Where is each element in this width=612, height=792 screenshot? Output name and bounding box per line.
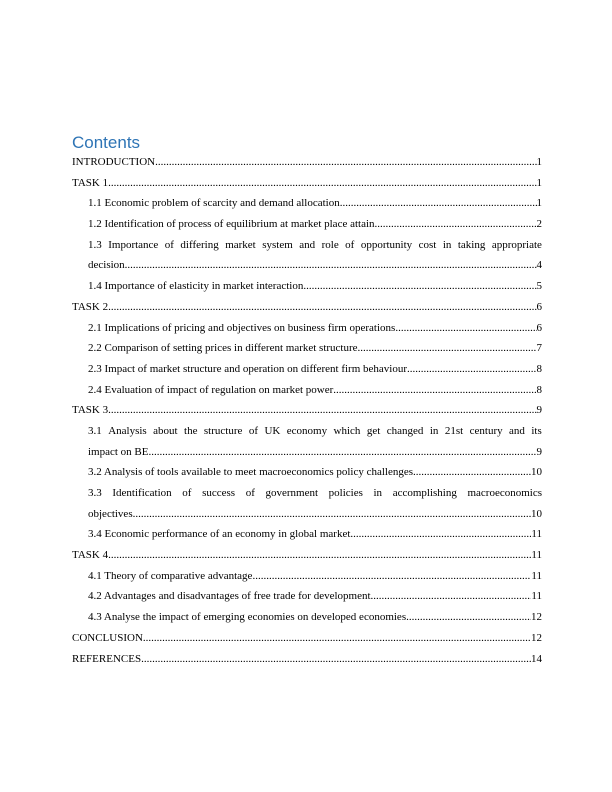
toc-word: 3.1 [88, 424, 102, 437]
toc-entry-4-1[interactable] [72, 566, 542, 587]
toc-entry-1-3-line1[interactable] [72, 235, 542, 256]
toc-entry-label: 2.2 Comparison of setting prices in different market structure [88, 342, 358, 355]
toc-entry-3-1-line1[interactable] [72, 421, 542, 442]
toc-entry-task-2[interactable] [72, 297, 542, 318]
toc-word: opportunity [360, 238, 413, 251]
toc-entry-label: 3.2 Analysis of tools available to meet macroeconomics policy challenges [88, 466, 414, 479]
toc-leader-dots [395, 318, 536, 339]
toc-page-number: 12 [531, 611, 542, 624]
toc-leader-dots [252, 566, 531, 587]
toc-entry-label: TASK 2 [72, 300, 109, 313]
toc-leader-dots [375, 214, 537, 235]
toc-entry-label: TASK 1 [72, 176, 109, 189]
toc-page-number: 11 [531, 569, 542, 582]
toc-entry-2-1[interactable] [72, 318, 542, 339]
toc-page-number: 10 [531, 507, 542, 520]
toc-page-number: 8 [536, 383, 542, 396]
toc-page-number: 11 [531, 528, 542, 541]
toc-word: accomplishing [392, 487, 457, 499]
toc-word: macroeconomics [467, 487, 542, 499]
toc-page-number: 4 [536, 259, 542, 272]
toc-entry-label: 4.1 Theory of comparative advantage [88, 569, 253, 582]
toc-leader-dots [108, 173, 536, 194]
toc-entry-4-3[interactable] [72, 607, 542, 628]
toc-entry-label: decision [88, 259, 125, 272]
toc-word: of [245, 487, 255, 499]
toc-word: which [333, 424, 361, 437]
toc-entry-label: 2.3 Impact of market structure and operation on different firm behaviour [88, 362, 407, 375]
toc-word: appropriate [491, 238, 542, 251]
toc-page-number: 9 [536, 445, 542, 458]
toc-word: get [366, 424, 381, 437]
toc-word: 1.3 [88, 238, 102, 251]
toc-word: the [184, 424, 198, 437]
toc-entry-3-3[interactable] [72, 504, 542, 525]
toc-entry-1-2[interactable] [72, 214, 542, 235]
toc-page-number: 6 [536, 300, 542, 313]
toc-page-number: 14 [531, 652, 542, 665]
toc-leader-dots [358, 338, 537, 359]
toc-word: cost [418, 238, 437, 251]
toc-leader-dots [333, 380, 536, 401]
toc-entry-1-1[interactable] [72, 193, 542, 214]
toc-entry-label: 2.1 Implications of pricing and objectives on business firm operations [88, 321, 396, 334]
toc-word: and [509, 424, 525, 437]
toc-word: changed [386, 424, 424, 437]
toc-word: taking [457, 238, 486, 251]
toc-entry-label: CONCLUSION [72, 631, 143, 644]
toc-leader-dots [350, 524, 531, 545]
table-of-contents [72, 152, 542, 669]
toc-word: and [299, 238, 316, 251]
toc-word: differing [180, 238, 219, 251]
toc-page-number: 10 [531, 466, 542, 479]
toc-leader-dots [108, 545, 531, 566]
toc-entry-references[interactable] [72, 649, 542, 670]
toc-entry-label: 1.4 Importance of elasticity in market interaction [88, 280, 304, 293]
toc-page-number: 12 [531, 631, 542, 644]
toc-word: government [265, 487, 319, 499]
toc-word: of [345, 238, 355, 251]
toc-word: in [429, 424, 439, 437]
toc-word: in [442, 238, 452, 251]
toc-entry-label: 3.4 Economic performance of an economy in global market [88, 528, 351, 541]
toc-leader-dots [108, 400, 536, 421]
toc-word: its [531, 424, 542, 437]
toc-leader-dots [371, 586, 532, 607]
toc-entry-task-4[interactable] [72, 545, 542, 566]
toc-entry-conclusion[interactable] [72, 628, 542, 649]
toc-entry-label: 4.3 Analyse the impact of emerging economies on developed economies [88, 611, 407, 624]
toc-word: century [469, 424, 503, 437]
toc-leader-dots [141, 649, 531, 670]
toc-word: Analysis [108, 424, 147, 437]
toc-word: Importance [108, 238, 159, 251]
toc-word: structure [203, 424, 243, 437]
toc-page-number: 9 [536, 404, 542, 417]
toc-leader-dots [143, 628, 531, 649]
toc-leader-dots [407, 359, 537, 380]
toc-word: system [262, 238, 293, 251]
toc-page-number: 2 [536, 218, 542, 231]
toc-leader-dots [303, 276, 536, 297]
toc-entry-1-3[interactable] [72, 255, 542, 276]
toc-word: economy [286, 424, 328, 437]
toc-leader-dots [149, 442, 537, 463]
toc-entry-4-2[interactable] [72, 586, 542, 607]
toc-page-number: 1 [536, 176, 542, 189]
toc-entry-3-2[interactable] [72, 462, 542, 483]
toc-word: role [321, 238, 339, 251]
toc-entry-2-4[interactable] [72, 380, 542, 401]
toc-word: of [182, 487, 192, 499]
toc-entry-3-4[interactable] [72, 524, 542, 545]
toc-entry-label: 1.1 Economic problem of scarcity and demand allocation [88, 197, 340, 210]
toc-word: UK [264, 424, 281, 437]
toc-leader-dots [155, 152, 536, 173]
toc-entry-label: impact on BE [88, 445, 149, 458]
toc-word: 3.3 [88, 487, 102, 499]
toc-word: of [248, 424, 258, 437]
toc-entry-label: objectives [88, 507, 133, 520]
toc-entry-label: TASK 4 [72, 549, 109, 562]
toc-word: success [202, 487, 236, 499]
toc-entry-label: INTRODUCTION [72, 156, 156, 168]
toc-word: about [153, 424, 178, 437]
toc-entry-label: 1.2 Identification of process of equilibrium at market place attain [88, 218, 375, 231]
toc-page-number: 1 [536, 156, 542, 168]
toc-page-number: 1 [536, 197, 542, 210]
toc-entry-1-4[interactable] [72, 276, 542, 297]
toc-leader-dots [340, 193, 537, 214]
toc-word: 21st [444, 424, 464, 437]
toc-leader-dots [413, 462, 531, 483]
toc-entry-label: REFERENCES [72, 652, 142, 665]
toc-word: Identification [112, 487, 172, 499]
toc-entry-label: TASK 3 [72, 404, 109, 417]
toc-page-number: 11 [531, 549, 542, 562]
toc-word: policies [328, 487, 363, 499]
toc-entry-label: 4.2 Advantages and disadvantages of free trade for development [88, 590, 371, 603]
contents-heading: Contents [72, 133, 141, 152]
toc-entry-2-2[interactable] [72, 338, 542, 359]
toc-leader-dots [125, 255, 537, 276]
toc-page-number: 11 [531, 590, 542, 603]
toc-entry-label: 2.4 Evaluation of impact of regulation on market power [88, 383, 334, 396]
toc-leader-dots [108, 297, 536, 318]
toc-page-number: 6 [536, 321, 542, 334]
toc-page-number: 5 [536, 280, 542, 293]
toc-entry-task-1[interactable] [72, 173, 542, 194]
toc-word: market [225, 238, 256, 251]
toc-leader-dots [133, 504, 531, 525]
toc-page-number: 7 [536, 342, 542, 355]
toc-leader-dots [406, 607, 531, 628]
toc-entry-2-3[interactable] [72, 359, 542, 380]
toc-entry-3-1[interactable] [72, 442, 542, 463]
toc-word: of [164, 238, 174, 251]
toc-entry-3-3-line1[interactable] [72, 483, 542, 504]
toc-page-number: 8 [536, 362, 542, 375]
toc-entry-introduction[interactable] [72, 152, 542, 173]
toc-word: in [373, 487, 383, 499]
toc-entry-task-3[interactable] [72, 400, 542, 421]
